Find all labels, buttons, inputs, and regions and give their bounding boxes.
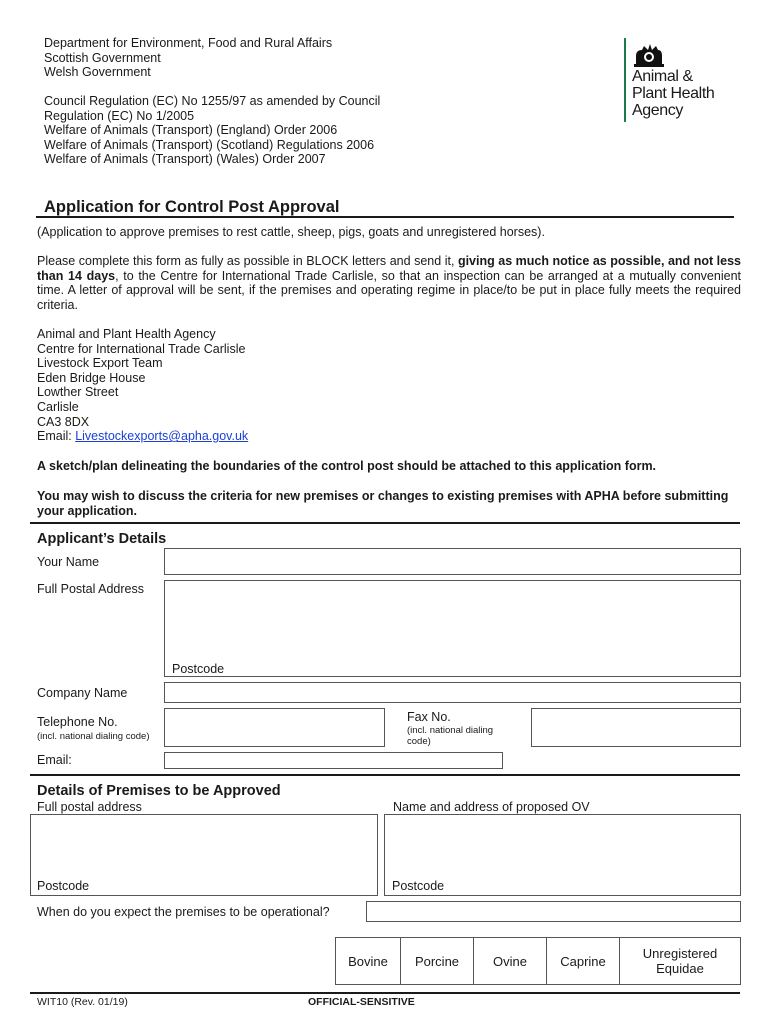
regulation-line: Welfare of Animals (Transport) (Scotland) Regulations 2006 (44, 137, 375, 152)
logo-bar (624, 38, 626, 122)
email-line (37, 429, 248, 444)
logo-line: Agency (632, 102, 683, 119)
name-input[interactable] (164, 548, 741, 575)
address-line: Animal and Plant Health Agency (37, 327, 216, 341)
authority-line: Department for Environment, Food and Rural Affairs (44, 36, 333, 50)
species-equidae[interactable]: Unregistered Equidae (620, 938, 741, 985)
form-reference: WIT10 (Rev. 01/19) (37, 996, 128, 1008)
authorities-block (44, 36, 332, 80)
fax-input[interactable] (531, 708, 741, 747)
footer-rule (30, 992, 740, 994)
phone-input[interactable] (164, 708, 385, 747)
authority-line: Welsh Government (44, 65, 151, 80)
fax-note: (incl. national dialing code) (407, 725, 494, 747)
species-bovine[interactable]: Bovine (336, 938, 401, 985)
species-porcine[interactable]: Porcine (401, 938, 474, 985)
regulation-line: Council Regulation (EC) No 1255/97 as amended by Council (44, 94, 381, 108)
apha-logo-text (632, 68, 714, 119)
ov-label: Name and address of proposed OV (393, 800, 590, 814)
address-line: Livestock Export Team (37, 356, 163, 371)
operational-input[interactable] (366, 901, 741, 922)
authority-line: Scottish Government (44, 50, 161, 65)
royal-crest-icon (632, 40, 666, 68)
name-label: Your Name (37, 555, 100, 569)
address-line: CA3 8DX (37, 414, 90, 429)
email-input[interactable] (164, 752, 503, 769)
species-caprine[interactable]: Caprine (547, 938, 620, 985)
intro-paragraph (37, 254, 741, 312)
species-table (335, 937, 741, 985)
operational-label: When do you expect the premises to be operational? (37, 905, 330, 919)
section-rule (30, 522, 740, 524)
discuss-note: You may wish to discuss the criteria for new premises or changes to existing premises with APHA before submitting your application. (37, 489, 729, 518)
regulation-line: Welfare of Animals (Transport) (England) Order 2006 (44, 123, 338, 138)
intro-text-end: , to the Centre for International Trade Carlisle, so that an inspection can be arranged at a mutually convenient time. A letter of approval will be sent, if the premises and operating regime in place/to be put in place fully meets the required criteria. (37, 268, 741, 312)
address-line: Carlisle (37, 399, 79, 414)
form-subtitle: (Application to approve premises to rest cattle, sheep, pigs, goats and unregistered horses). (37, 225, 545, 239)
return-address (37, 327, 248, 444)
address-line: Centre for International Trade Carlisle (37, 341, 246, 356)
regulation-line: Welfare of Animals (Transport) (Wales) Order 2007 (44, 152, 326, 167)
postcode-label: Postcode (172, 662, 225, 676)
company-label: Company Name (37, 686, 128, 700)
phone-note: (incl. national dialing code) (37, 731, 150, 742)
species-ovine[interactable]: Ovine (474, 938, 547, 985)
regulations-block (44, 94, 380, 167)
intro-emphasis: giving as much notice as possible, and not less than 14 days (37, 254, 741, 283)
email-label: Email: (37, 429, 76, 444)
premises-address-label: Full postal address (37, 800, 142, 814)
sketch-note: A sketch/plan delineating the boundaries of the control post should be attached to this application form. (37, 459, 657, 473)
address-line: Eden Bridge House (37, 370, 146, 385)
title-rule (36, 216, 734, 218)
address-label: Full Postal Address (37, 582, 144, 596)
premises-heading: Details of Premises to be Approved (37, 783, 281, 799)
intro-text: Please complete this form as fully as possible in BLOCK letters and send it, (37, 254, 458, 268)
address-input[interactable] (164, 580, 741, 677)
ov-postcode-label: Postcode (392, 879, 445, 893)
address-line: Lowther Street (37, 385, 119, 400)
email-link[interactable]: Livestockexports@apha.gov.uk (75, 429, 249, 444)
fax-label: Fax No. (407, 710, 451, 724)
section-rule (30, 774, 740, 776)
phone-label: Telephone No. (37, 715, 118, 729)
logo-line: Animal & (632, 68, 693, 85)
email-field-label: Email: (37, 753, 72, 767)
applicant-heading: Applicant’s Details (37, 531, 167, 547)
premises-postcode-label: Postcode (37, 879, 90, 893)
company-input[interactable] (164, 682, 741, 703)
regulation-line: Regulation (EC) No 1/2005 (44, 108, 195, 123)
form-title: Application for Control Post Approval (44, 198, 340, 216)
classification-label: OFFICIAL-SENSITIVE (308, 996, 415, 1008)
logo-line: Plant Health (632, 85, 715, 102)
